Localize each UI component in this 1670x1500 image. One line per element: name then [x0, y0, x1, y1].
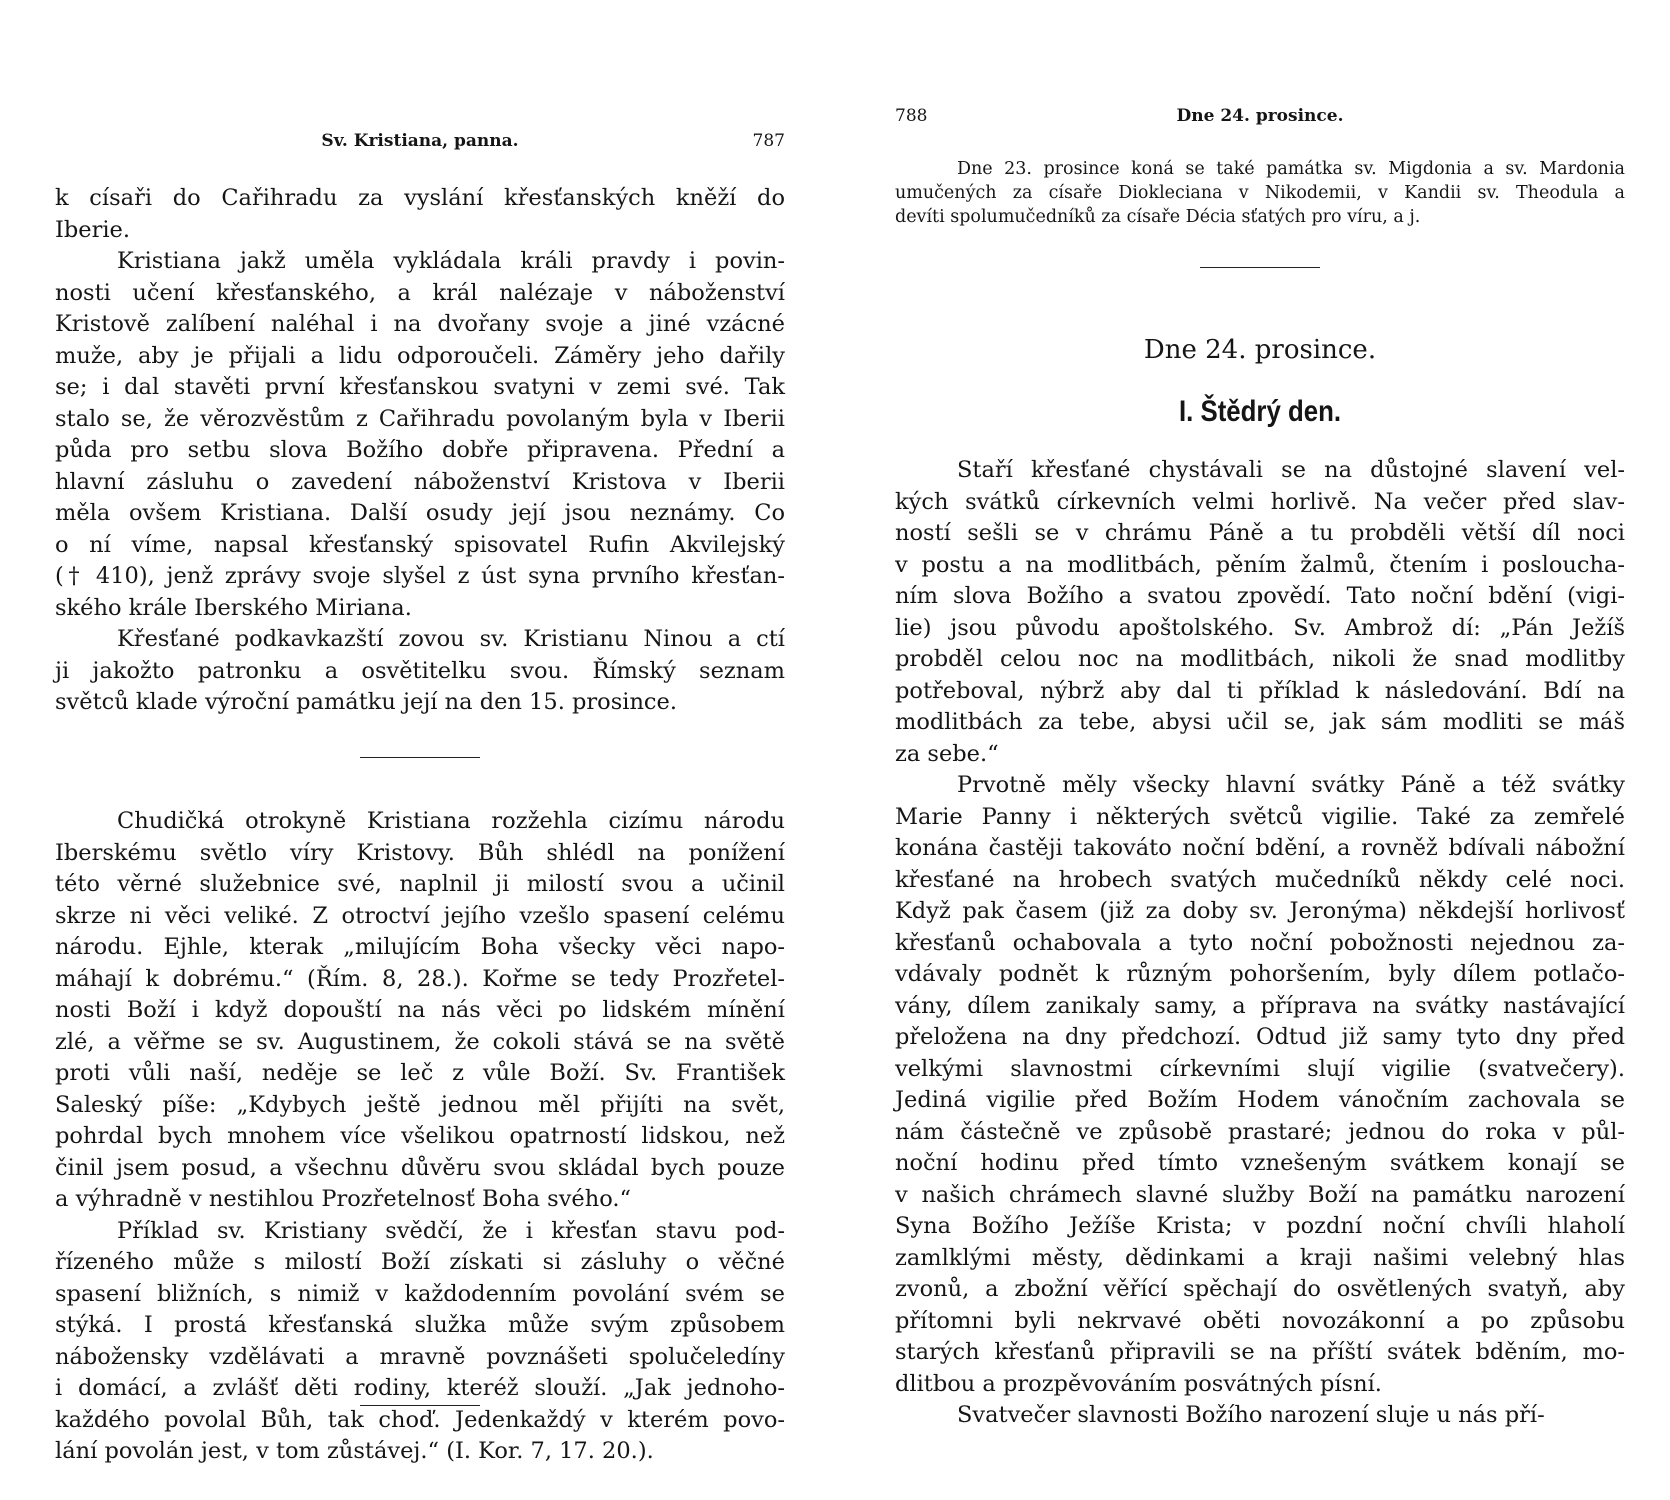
- text-line: Marie Panny i některých světců vigilie. Také za zemřelé: [895, 803, 1625, 830]
- text-line: dlitbou a prozpěvováním posvátných písní.: [895, 1370, 1382, 1397]
- section-divider: [360, 1405, 480, 1406]
- text-line: Iberie.: [55, 216, 131, 243]
- text-line: nosti Boží i když dopouští na nás věci po lidském mínění: [55, 997, 785, 1023]
- text-line: proti vůli naší, neděje se leč z vůle Boží. Sv. František: [55, 1060, 785, 1086]
- text-line: stýká. I prostá křesťanská služka může svým způsobem: [55, 1312, 785, 1338]
- text-line: měla ovšem Kristiana. Další osudy její jsou neznámy. Co: [55, 500, 785, 526]
- text-line: řízeného může s milostí Boží získati si zásluhy o věčné: [55, 1249, 785, 1275]
- text-line: se; i dal stavěti první křesťanskou svatyni v zemi své. Tak: [55, 374, 785, 400]
- text-line: velkými slavnostmi církevními slují vigilie (svatvečery).: [895, 1055, 1625, 1082]
- text-line: vány, dílem zanikaly samy, a příprava na svátky nastávající: [895, 992, 1625, 1019]
- text-line: přeložena na dny předchozí. Odtud již samy tyto dny před: [895, 1024, 1625, 1050]
- section-divider: [1200, 267, 1320, 268]
- text-line: každého povolal Bůh, tak choď. Jedenkaždý v kterém povo-: [55, 1406, 785, 1433]
- text-line: muže, aby je přijali a lidu odporoučeli. Záměry jeho dařily: [55, 342, 785, 369]
- right-text-block: [895, 455, 1625, 1432]
- text-line: Staří křesťané chystávali se na důstojné slavení vel-: [957, 457, 1625, 483]
- text-line: zvonů, a zbožní věřící spěchají do osvětlených svatyň, aby: [895, 1276, 1625, 1302]
- text-line: potřeboval, nýbrž aby dal ti příklad k následování. Bdí na: [895, 677, 1625, 704]
- text-line: zlé, a věřme se sv. Augustinem, že cokoli stává se na světě: [55, 1028, 785, 1055]
- text-line: v našich chrámech slavné služby Boží na památku narození: [895, 1181, 1625, 1208]
- text-line: v postu a na modlitbách, pěním žalmů, čtením i posloucha-: [895, 551, 1625, 578]
- text-line: Jediná vigilie před Božím Hodem vánočním zachovala se: [895, 1087, 1625, 1113]
- left-running-head-title: Sv. Kristiana, panna.: [321, 131, 519, 151]
- text-line: hlavní zásluhu o zavedení náboženství Kristova v Iberii: [55, 468, 785, 495]
- text-line: lie) jsou původu apoštolského. Sv. Ambrož dí: „Pán Ježíš: [895, 614, 1625, 641]
- text-line: nosti učení křesťanského, a král nalézaje v náboženství: [55, 279, 785, 306]
- text-line: zamlklými městy, dědinkami a kraji našimi velebný hlas: [895, 1244, 1625, 1271]
- section-title: I. Štědrý den.: [1178, 395, 1342, 428]
- date-heading: Dne 24. prosince.: [1143, 335, 1377, 365]
- right-running-head-title: Dne 24. prosince.: [1176, 106, 1344, 126]
- text-line: máhají k dobrému.“ (Řím. 8, 28.). Kořme se tedy Prozřetel-: [55, 965, 785, 992]
- text-line: spasení bližních, s nimiž v každodenním povolání svém se: [55, 1280, 785, 1307]
- text-line: ji jakožto patronku a osvětitelku svou. Římský seznam: [55, 657, 785, 684]
- text-line: devíti spolumučedníků za císaře Décia sťatých pro víru, a j.: [895, 207, 1421, 227]
- section-divider: [360, 757, 480, 758]
- text-line: Iberskému světlo víry Kristovy. Bůh shlédl na ponížení: [55, 839, 785, 866]
- text-line: světců klade výroční památku její na den 15. prosince.: [55, 689, 678, 715]
- text-line: Když pak časem (již za doby sv. Jeronýma) někdejší horlivosť: [895, 898, 1625, 924]
- footnote-block: [895, 157, 1625, 229]
- text-line: probděl celou noc na modlitbách, nikoli že snad modlitby: [895, 646, 1625, 672]
- text-line: lání povolán jest, v tom zůstávej.“ (I. Kor. 7, 17. 20.).: [55, 1438, 654, 1464]
- text-line: Syna Božího Ježíše Krista; v pozdní noční chvíli hlaholí: [895, 1213, 1625, 1239]
- text-line: této věrné služebnice své, naplnil ji milostí svou a učinil: [55, 871, 785, 897]
- text-line: Kristově zalíbení naléhal i na dvořany svoje a jiné vzácné: [55, 311, 785, 337]
- text-line: Křesťané podkavkazští zovou sv. Kristianu Ninou a ctí: [117, 626, 785, 652]
- text-line: starých křesťanů připravili se na příští svátek bděním, mo-: [895, 1339, 1625, 1365]
- text-line: ním slova Božího a svatou zpovědí. Tato noční bdění (vigi-: [895, 583, 1625, 609]
- text-line: modlitbách za tebe, abysi učil se, jak sám modliti se máš: [895, 709, 1625, 735]
- text-line: křesťanů ochabovala a tyto noční pobožnosti nejednou za-: [895, 929, 1625, 956]
- text-line: přítomni byli nekrvavé oběti novozákonní a po způsobu: [895, 1307, 1625, 1334]
- text-line: Svatvečer slavnosti Božího narození sluje u nás pří-: [957, 1402, 1545, 1428]
- text-line: noční hodinu před tímto vznešeným svátkem konají se: [895, 1150, 1625, 1176]
- text-line: půda pro setbu slova Božího dobře připravena. Přední a: [55, 437, 785, 463]
- text-line: Chudičká otrokyně Kristiana rozžehla cizímu národu: [117, 808, 785, 834]
- text-line: k císaři do Cařihradu za vyslání křesťanských kněží do: [55, 185, 785, 211]
- text-line: činil jsem posud, a všechnu důvěru svou skládal bych pouze: [55, 1154, 785, 1181]
- text-line: Příklad sv. Kristiany svědčí, že i křesťan stavu pod-: [117, 1217, 785, 1244]
- text-line: Kristiana jakž uměla vykládala králi pravdy i povin-: [117, 248, 785, 274]
- text-line: skrze ni věci veliké. Z otroctví jejího vzešlo spasení celému: [55, 902, 785, 929]
- text-line: nábožensky vzdělávati a mravně povznášeti spolučeledíny: [55, 1343, 785, 1370]
- text-line: Saleský píše: „Kdybych ještě jednou měl přijíti na svět,: [55, 1091, 785, 1118]
- text-line: Prvotně měly všecky hlavní svátky Páně a též svátky: [957, 772, 1625, 798]
- text-line: za sebe.“: [895, 740, 999, 767]
- text-line: pohrdal bych mnohem více všelikou opatrností lidskou, než: [55, 1123, 785, 1149]
- text-line: konána častěji takováto noční bdění, a rovněž bdívali nábožní: [895, 835, 1625, 861]
- text-line: křesťané na hrobech svatých mučedníků někdy celé noci.: [895, 866, 1625, 893]
- left-text-block-2: [55, 806, 785, 1468]
- text-line: nám částečně ve způsobě prastaré; jednou do roka v půl-: [895, 1118, 1625, 1145]
- text-line: kých svátků církevních velmi horlivě. Na večer před slav-: [895, 488, 1625, 515]
- text-line: († 410), jenž zprávy svoje slyšel z úst syna prvního křesťan-: [55, 563, 785, 589]
- text-line: a výhradně v nestihlou Prozřetelnosť Boha svého.“: [55, 1186, 632, 1212]
- left-text-block-1: [55, 183, 785, 719]
- text-line: stalo se, že věrozvěstům z Cařihradu povolaným byla v Iberii: [55, 405, 785, 432]
- text-line: ského krále Iberského Miriana.: [55, 594, 412, 621]
- text-line: umučených za císaře Diokleciana v Nikodemii, v Kandii sv. Theodula a: [895, 183, 1625, 203]
- text-line: národu. Ejhle, kterak „milujícím Boha všecky věci napo-: [55, 934, 785, 960]
- right-page-number: 788: [895, 106, 928, 126]
- left-page-number: 787: [752, 131, 785, 151]
- text-line: o ní víme, napsal křesťanský spisovatel Rufin Akvilejský: [55, 531, 785, 558]
- text-line: i domácí, a zvlášť děti rodiny, kteréž slouží. „Jak jednoho-: [55, 1375, 785, 1401]
- text-line: vdávaly podnět k různým pohoršením, byly dílem potlačo-: [895, 961, 1625, 987]
- text-line: Dne 23. prosince koná se také památka sv. Migdonia a sv. Mardonia: [957, 159, 1625, 179]
- text-line: ností sešli se v chrámu Páně a tu probděli větší díl noci: [895, 520, 1625, 546]
